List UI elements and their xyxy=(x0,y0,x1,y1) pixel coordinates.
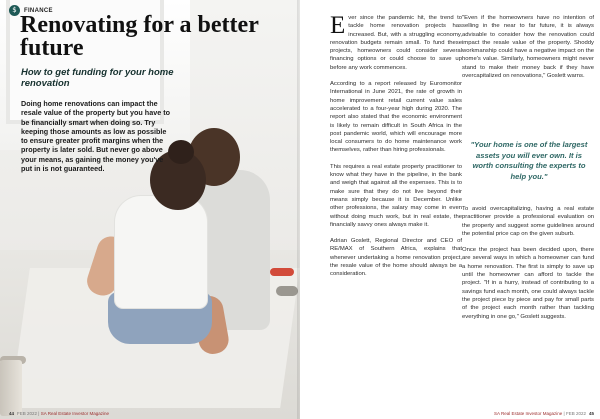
footer-left: 44 FEB 2022 | SA Real Estate Investor Magazine xyxy=(9,411,109,416)
paragraph-1 xyxy=(330,14,462,72)
article-headline: Renovating for a better future xyxy=(20,12,259,61)
paint-can xyxy=(0,360,22,416)
section-label: FINANCE xyxy=(24,7,53,14)
paragraph-4: Adrian Goslett, Regional Director and CEO of RE/MAX of Southern Africa, explains that whenever undertaking a home renovation project, the resale value of the home should always be a consideration. xyxy=(330,238,462,278)
article-subhead: How to get funding for your home renovation xyxy=(21,67,174,89)
page-number-right: 45 xyxy=(588,411,594,416)
body-column-2-top xyxy=(462,14,594,88)
drop-cap: E xyxy=(330,12,346,39)
footer-right: SA Real Estate Investor Magazine | FEB 2022 45 xyxy=(494,411,594,416)
woman-figure xyxy=(115,196,207,308)
paragraph-2: According to a report released by Euromonitor International in June 2021, the rate of growth in home improvement retail current value sales accelerated to a four-year high during 2020. The report also stated that the economic environment is likely to remain difficult in South Africa in the post pandemic world, which will encourage more local consumers to do home maintenance work themselves, rather than hiring professionals. xyxy=(330,81,462,154)
page-number-left: 44 xyxy=(9,411,15,416)
paragraph-3: This requires a real estate property practitioner to know what they have in the pipeline, in the bank and weigh that against all the expenses. This is to make sure that they do not live beyond their means simply because it is December. Unlike other professions, the salary may come in even without doing much work, but in real estate, the financially savvy ones always make it. xyxy=(330,163,462,228)
article-intro: Doing home renovations can impact the resale value of the property but you have to be financially smart when doing so. Try keeping those amounts as low as possible to ensure greater profit margins when the property is later sold. But never go above your means, as gaining the money you've put in is not guaranteed. xyxy=(21,99,170,174)
paragraph-1-text: ver since the pandemic hit, the trend to tackle home renovation projects has increased. But, with a struggling economy, renovation budgets remain small. To fund these projects, homeowners could consider several financing options or could choose to save up before any work commences. xyxy=(330,15,462,71)
issue-date-right: FEB 2022 xyxy=(565,411,586,416)
paint-tray xyxy=(276,286,298,296)
magazine-brand-left: SA Real Estate Investor Magazine xyxy=(40,411,109,416)
paragraph-5: "Even if the homeowners have no intention of selling in the near to far future, it is always advisable to consider how the renovation could impact the resale value of the property. Shoddy workmanship could have a negative impact on the home's value. Similarly, homeowners might never stand to make their money back if they have overcapitalized on renovations," Goslett warns. xyxy=(462,15,594,80)
woman-hair-bun xyxy=(168,140,194,164)
body-column-2-bottom xyxy=(462,205,594,329)
paragraph-6: To avoid overcapitalizing, having a real estate practitioner provide a professional evaluation on the property and suggest some guidelines around the potential price cap on the given suburb. xyxy=(462,206,594,237)
paragraph-7: Once the project has been decided upon, there are several ways in which a homeowner can fund a home renovation. The first is simply to save up until the homeowner can afford to tackle the project. "If in a hurry, instead of contributing to a savings fund each month, one could always tackle the project piece by piece and pay for small parts of the project each month rather than tackling everything in one go," Goslett suggests. xyxy=(462,247,594,320)
magazine-brand-right: SA Real Estate Investor Magazine xyxy=(494,411,563,416)
pull-quote: "Your home is one of the largest assets you will ever own. It is worth consulting the experts to help you." xyxy=(470,140,588,181)
paint-roller xyxy=(270,268,294,276)
finance-badge-icon: $ xyxy=(9,5,20,16)
issue-date-left: FEB 2022 xyxy=(17,411,38,416)
body-column-1 xyxy=(330,14,462,287)
